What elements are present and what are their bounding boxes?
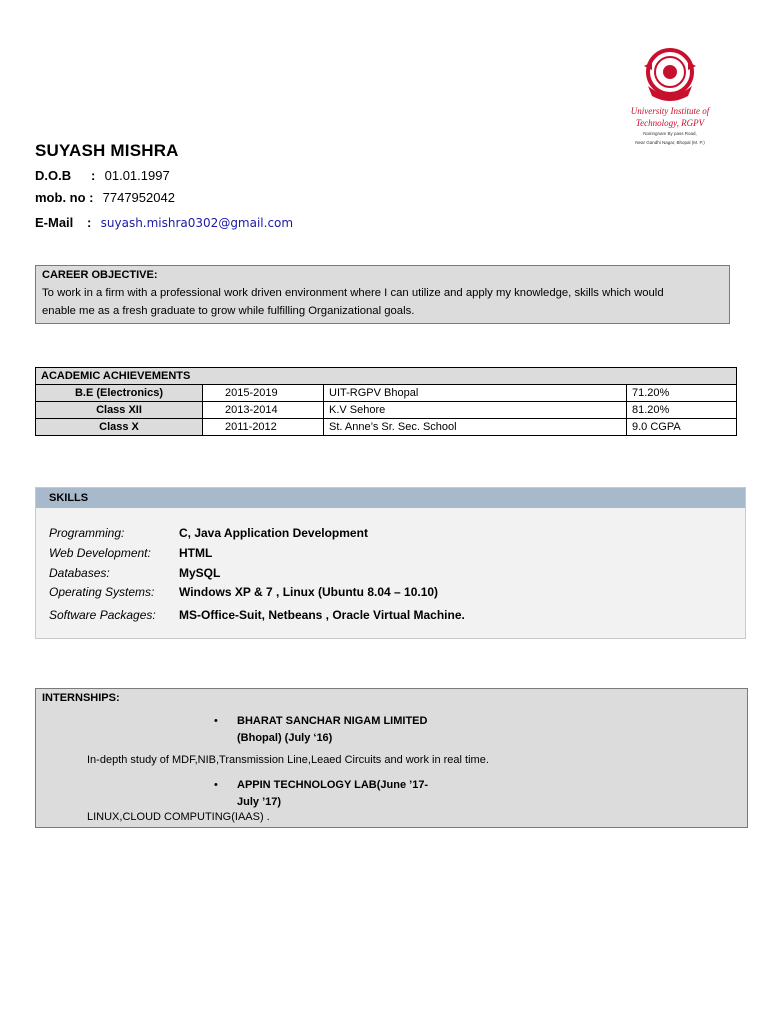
institute-cell: St. Anne’s Sr. Sec. School	[324, 419, 627, 436]
skill-row	[49, 585, 438, 599]
internship-company	[237, 713, 427, 747]
years-cell: 2011-2012	[203, 419, 324, 436]
internships-heading: INTERNSHIPS:	[42, 692, 120, 704]
email-label: E-Mail	[35, 215, 74, 230]
score-cell: 81.20%	[627, 402, 737, 419]
mobile-value: 7747952042	[102, 190, 175, 205]
skills-section	[35, 487, 746, 639]
internship-company-line1: APPIN TECHNOLOGY LAB(June ’17-	[237, 779, 429, 791]
skill-value: HTML	[179, 546, 213, 560]
degree-cell: B.E (Electronics)	[36, 385, 203, 402]
logo-name-line1: University Institute of	[630, 106, 710, 116]
skill-value: Windows XP & 7 , Linux (Ubuntu 8.04 – 10.10)	[179, 585, 439, 599]
skill-row	[49, 566, 220, 580]
skill-label: Software Packages:	[49, 608, 156, 622]
internship-description: In-depth study of MDF,NIB,Transmission Line,Leaed Circuits and work in real time.	[87, 754, 489, 766]
academic-table	[35, 367, 737, 436]
mobile-label: mob. no :	[35, 190, 94, 205]
career-objective-section	[35, 265, 730, 324]
career-objective-line2: enable me as a fresh graduate to grow while fulfilling Organizational goals.	[42, 305, 415, 317]
institute-cell: K.V Sehore	[324, 402, 627, 419]
dob-row	[35, 168, 170, 183]
email-link[interactable]: suyash.mishra0302@gmail.com	[100, 216, 294, 230]
internship-description: LINUX,CLOUD COMPUTING(IAAS) .	[87, 811, 270, 823]
skills-heading: SKILLS	[36, 488, 745, 508]
candidate-name: SUYASH MISHRA	[35, 141, 179, 160]
bullet-icon: •	[214, 715, 218, 727]
skill-value: C, Java Application Development	[179, 526, 368, 540]
dob-label: D.O.B	[35, 168, 72, 183]
internship-company-line1: BHARAT SANCHAR NIGAM LIMITED	[237, 715, 428, 727]
email-row	[35, 215, 293, 230]
logo-address-line1: Noiringnam By pass Road,	[643, 131, 697, 136]
years-cell: 2013-2014	[203, 402, 324, 419]
internship-company-line2: (Bhopal) (July ‘16)	[237, 732, 333, 744]
bullet-icon: •	[214, 779, 218, 791]
dob-colon: :	[91, 168, 96, 183]
university-emblem-icon	[642, 46, 698, 104]
skill-row	[49, 526, 368, 540]
skill-value: MS-Office-Suit, Netbeans , Oracle Virtual Machine.	[179, 608, 465, 622]
score-cell: 9.0 CGPA	[627, 419, 737, 436]
mobile-row	[35, 190, 175, 205]
skill-label: Databases:	[49, 566, 110, 580]
university-logo	[620, 46, 720, 148]
internship-company	[237, 777, 428, 811]
score-cell: 71.20%	[627, 385, 737, 402]
dob-value: 01.01.1997	[104, 168, 170, 183]
institute-cell: UIT-RGPV Bhopal	[324, 385, 627, 402]
table-row	[36, 419, 737, 436]
email-colon: :	[87, 215, 92, 230]
table-row	[36, 385, 737, 402]
degree-cell: Class XII	[36, 402, 203, 419]
table-row	[36, 402, 737, 419]
internship-company-line2: July ’17)	[237, 796, 282, 808]
skill-label: Programming:	[49, 526, 125, 540]
skill-label: Web Development:	[49, 546, 151, 560]
internships-section	[35, 688, 748, 828]
skill-label: Operating Systems:	[49, 585, 155, 599]
logo-name-line2: Technology, RGPV	[635, 118, 705, 128]
career-objective-heading: CAREER OBJECTIVE:	[42, 269, 158, 281]
years-cell: 2015-2019	[203, 385, 324, 402]
academic-heading: ACADEMIC ACHIEVEMENTS	[36, 368, 737, 385]
skill-row	[49, 608, 465, 622]
degree-cell: Class X	[36, 419, 203, 436]
career-objective-line1: To work in a firm with a professional work driven environment where I can utilize and apply my knowledge, skills which would	[42, 287, 664, 299]
skill-value: MySQL	[179, 566, 221, 580]
skill-row	[49, 546, 212, 560]
logo-address-line2: Near Gandhi Nagar, Bhopal (M. P.)	[635, 139, 705, 145]
academic-heading-row	[36, 368, 737, 385]
